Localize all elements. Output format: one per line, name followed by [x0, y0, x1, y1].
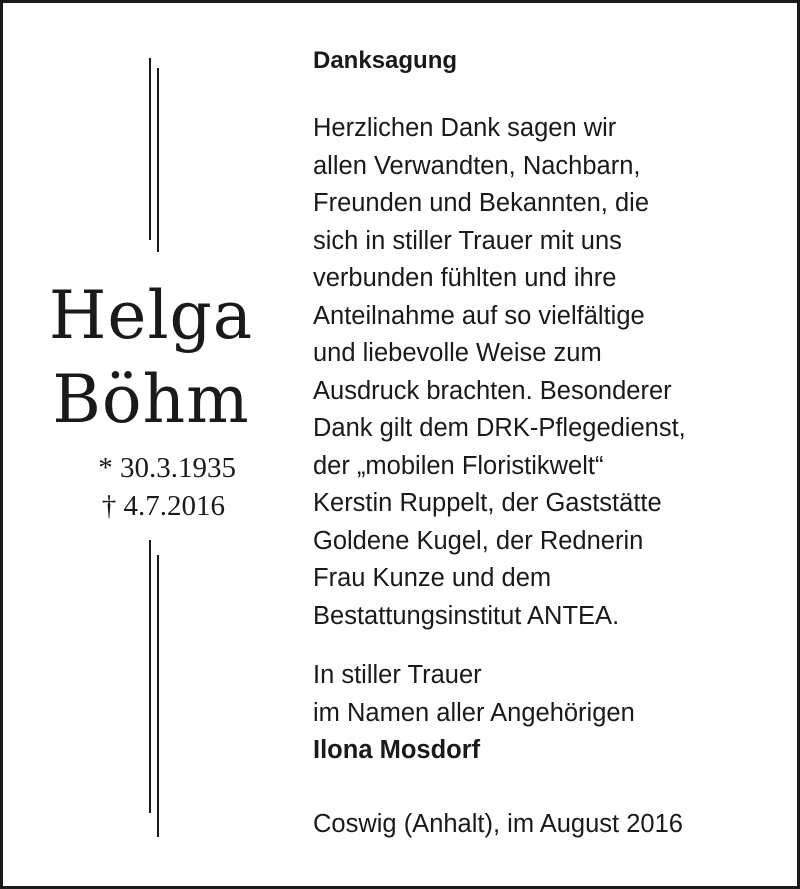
- body-line: Dank gilt dem DRK-Pflegedienst,: [313, 414, 686, 442]
- body-line: Freunden und Bekannten, die: [313, 189, 650, 217]
- last-name: Böhm: [52, 361, 250, 438]
- top-right-rule: [157, 68, 159, 252]
- body-line: Herzlichen Dank sagen wir: [313, 114, 617, 142]
- top-left-rule: [149, 58, 151, 240]
- closing-line: In stiller Trauer: [313, 661, 482, 689]
- body-line: und liebevolle Weise zum: [313, 339, 602, 367]
- body-line: der „mobilen Floristikwelt“: [313, 451, 604, 480]
- body-line: Goldene Kugel, der Rednerin: [313, 526, 644, 555]
- place-date: Coswig (Anhalt), im August 2016: [313, 810, 683, 838]
- bottom-left-rule: [149, 540, 151, 813]
- body-line: verbunden fühlten und ihre: [313, 264, 617, 292]
- life-dates: [60, 449, 250, 525]
- closing-line: im Namen aller Angehörigen: [313, 698, 635, 727]
- death-date: † 4.7.2016: [101, 490, 225, 522]
- body-line: Frau Kunze und dem: [313, 564, 552, 592]
- closing-block: [313, 657, 793, 770]
- body-line: allen Verwandten, Nachbarn,: [313, 151, 641, 180]
- thanks-body: [313, 110, 793, 635]
- signer-name: Ilona Mosdorf: [313, 736, 481, 764]
- body-line: sich in stiller Trauer mit uns: [313, 226, 622, 255]
- first-name: Helga: [48, 277, 254, 354]
- birth-date: * 30.3.1935: [98, 452, 236, 484]
- body-line: Bestattungsinstitut ANTEA.: [313, 601, 620, 630]
- body-line: Anteilnahme auf so vielfältige: [313, 301, 645, 330]
- body-line: Kerstin Ruppelt, der Gaststätte: [313, 489, 662, 517]
- body-line: Ausdruck brachten. Besonderer: [313, 376, 672, 405]
- bottom-right-rule: [157, 555, 159, 837]
- heading: Danksagung: [313, 47, 458, 74]
